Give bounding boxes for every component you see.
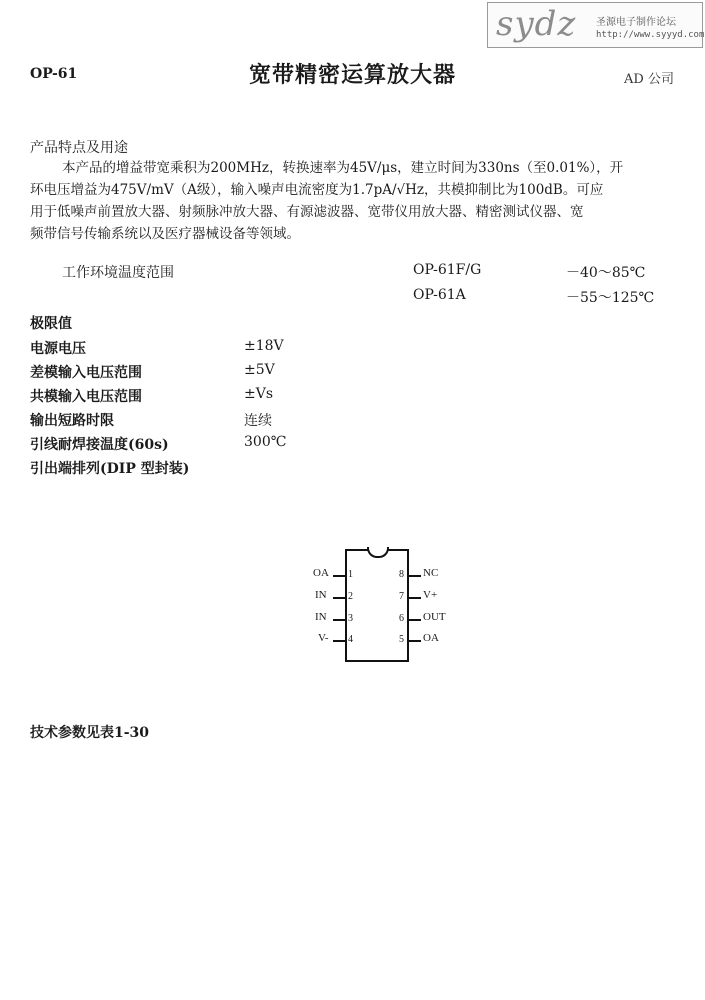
limit-label: 引线耐焊接温度(60s) [30,437,169,453]
pin-lead [333,575,345,577]
limit-value: 连续 [244,413,272,429]
watermark-url: http://www.syyyd.com [596,30,705,40]
features-line: 频带信号传输系统以及医疗器械设备等领域。 [30,226,300,242]
pin-name: IN [315,589,327,601]
pin-name: OA [423,632,439,644]
limit-value: ±18V [244,338,284,354]
pin-number: 5 [399,634,404,645]
watermark-logo: sydz [496,4,577,44]
temp-range: －40～85℃ [566,265,646,281]
pin-number: 2 [348,591,353,602]
features-paragraph [30,157,690,245]
temp-model: OP-61F/G [413,262,482,278]
pin-number: 7 [399,591,404,602]
pin-lead [409,597,421,599]
limit-label: 输出短路时限 [30,413,114,429]
manufacturer: AD 公司 [624,72,674,87]
pin-name: V+ [423,589,438,601]
limit-value: ±Vs [244,386,274,402]
temp-range-label: 工作环境温度范围 [62,265,174,281]
pin-lead [333,597,345,599]
pin-lead [333,619,345,621]
model-number: OP-61 [30,66,78,82]
features-line: 本产品的增益带宽乘积为200MHz，转换速率为45V/μs，建立时间为330ns（至0.01%），开 [62,160,624,176]
limit-label: 共模输入电压范围 [30,389,142,405]
limit-value: 300℃ [244,434,287,450]
pin-lead [409,575,421,577]
pin-lead [409,640,421,642]
pin-name: V- [318,632,329,644]
features-line: 用于低噪声前置放大器、射频脉冲放大器、有源滤波器、宽带仪用放大器、精密测试仪器、宽 [30,204,584,220]
limits-heading: 极限值 [30,316,72,332]
spec-table-reference: 技术参数见表1-30 [30,725,150,741]
dip-package-body [345,549,409,662]
limit-label: 电源电压 [30,341,86,357]
watermark-site-name: 圣源电子制作论坛 [596,17,676,28]
pin-number: 4 [348,634,353,645]
watermark-stamp [487,2,703,48]
temp-model: OP-61A [413,287,466,303]
pin-name: OA [313,567,329,579]
pin-lead [409,619,421,621]
pin-name: OUT [423,611,446,623]
pin-number: 8 [399,569,404,580]
limit-value: ±5V [244,362,275,378]
pin-number: 6 [399,613,404,624]
pin-number: 3 [348,613,353,624]
features-heading: 产品特点及用途 [30,140,128,156]
pin-name: IN [315,611,327,623]
page-title: 宽带精密运算放大器 [248,62,456,88]
pin-number: 1 [348,569,353,580]
features-line: 环电压增益为475V/mV（A级），输入噪声电流密度为1.7pA/√Hz，共模抑制比为100dB。可应 [30,182,604,198]
pinout-label: 引出端排列(DIP 型封装) [30,461,190,477]
temp-range: －55～125℃ [566,290,655,306]
pin-lead [333,640,345,642]
pin-name: NC [423,567,439,579]
limit-label: 差模输入电压范围 [30,365,142,381]
